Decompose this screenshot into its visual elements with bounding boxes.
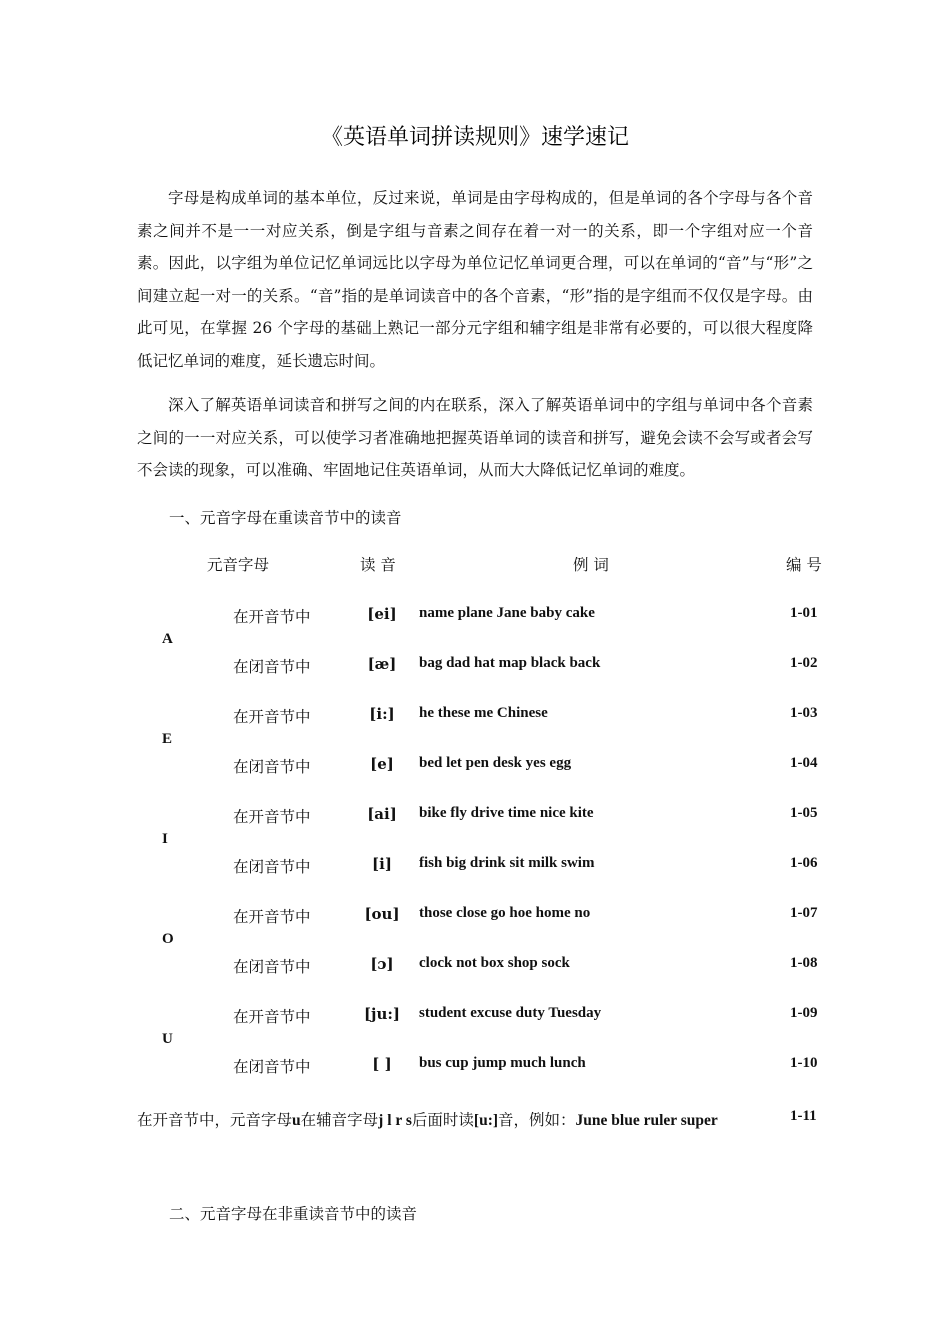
example-words: name plane Jane baby cake bbox=[419, 605, 595, 621]
phonetic-symbol: [ ] bbox=[372, 1055, 392, 1073]
rule-note bbox=[137, 1108, 718, 1130]
note-consonants: j l r s bbox=[378, 1112, 412, 1129]
entry-number: 1-05 bbox=[790, 805, 818, 821]
table-row bbox=[0, 655, 950, 685]
syllable-condition: 在开音节中 bbox=[233, 1008, 311, 1026]
example-words: clock not box shop sock bbox=[419, 955, 570, 971]
note-text: 在辅音字母 bbox=[300, 1111, 379, 1129]
phonetic-symbol: [ɔ] bbox=[370, 955, 394, 973]
phonetic-symbol: [ai] bbox=[367, 805, 397, 823]
column-header-example: 例 词 bbox=[573, 556, 609, 574]
column-header-letter: 元音字母 bbox=[207, 556, 270, 574]
entry-number: 1-07 bbox=[790, 905, 818, 921]
syllable-condition: 在闭音节中 bbox=[233, 758, 311, 776]
example-words: bag dad hat map black back bbox=[419, 655, 601, 671]
phonetic-symbol: [ei] bbox=[367, 605, 397, 623]
entry-number: 1-01 bbox=[790, 605, 818, 621]
table-row bbox=[0, 855, 950, 885]
note-text: 在开音节中，元音字母 bbox=[137, 1111, 293, 1129]
vowel-letter: E bbox=[162, 731, 173, 747]
note-text: 后面时读 bbox=[411, 1111, 474, 1129]
entry-number: 1-08 bbox=[790, 955, 818, 971]
column-header-sound: 读 音 bbox=[360, 556, 396, 574]
entry-number: 1-03 bbox=[790, 705, 818, 721]
note-example-words: June blue ruler super bbox=[575, 1112, 718, 1129]
vowel-letter: A bbox=[162, 631, 173, 647]
syllable-condition: 在闭音节中 bbox=[233, 858, 311, 876]
example-words: he these me Chinese bbox=[419, 705, 548, 721]
vowel-letter: I bbox=[162, 831, 168, 847]
syllable-condition: 在开音节中 bbox=[233, 808, 311, 826]
document-title: 《英语单词拼读规则》速学速记 bbox=[320, 125, 629, 150]
example-words: bus cup jump much lunch bbox=[419, 1055, 586, 1071]
syllable-condition: 在闭音节中 bbox=[233, 1058, 311, 1076]
entry-number: 1-04 bbox=[790, 755, 818, 771]
phonetic-symbol: [i:] bbox=[369, 705, 395, 723]
intro-paragraph-2: 深入了解英语单词读音和拼写之间的内在联系，深入了解英语单词中的字组与单词中各个音素之间的一一对应关系，可以使学习者准确地把握英语单词的读音和拼写，避免会读不会写或者会写不会读的现象，可以准确、牢固地记住英语单词，从而大大降低记忆单词的难度。 bbox=[137, 396, 813, 479]
example-words: bed let pen desk yes egg bbox=[419, 755, 572, 771]
table-row bbox=[0, 1005, 950, 1035]
example-words: those close go hoe home no bbox=[419, 905, 591, 921]
example-words: student excuse duty Tuesday bbox=[419, 1005, 602, 1021]
syllable-condition: 在开音节中 bbox=[233, 908, 311, 926]
entry-number: 1-02 bbox=[790, 655, 818, 671]
example-words: fish big drink sit milk swim bbox=[419, 855, 595, 871]
entry-number: 1-09 bbox=[790, 1005, 818, 1021]
phonetic-symbol: [ou] bbox=[364, 905, 400, 923]
phonetic-symbol: [i] bbox=[372, 855, 392, 873]
vowel-letter: U bbox=[162, 1031, 173, 1047]
phonetic-symbol: [æ] bbox=[367, 655, 397, 673]
entry-number: 1-06 bbox=[790, 855, 818, 871]
intro-paragraph-1: 字母是构成单词的基本单位，反过来说，单词是由字母构成的，但是单词的各个字母与各个音素之间并不是一一对应关系，倒是字组与音素之间存在着一对一的关系，即一个字组对应一个音素。因此，以字组为单位记忆单词远比以字母为单位记忆单词更合理，可以在单词的“音”与“形”之间建立起一对一的关系。“音”指的是单词读音中的各个音素，“形”指的是字组而不仅仅是字母。由此可见，在掌握 26 个字母的基础上熟记一部分元字组和辅字组是非常有必要的，可以很大程度降低记忆单词的难度，延长遗忘时间。 bbox=[137, 189, 813, 370]
entry-number: 1-11 bbox=[790, 1108, 817, 1124]
example-words: bike fly drive time nice kite bbox=[419, 805, 594, 821]
section-heading-1: 一、元音字母在重读音节中的读音 bbox=[169, 509, 402, 527]
syllable-condition: 在开音节中 bbox=[233, 708, 311, 726]
table-row bbox=[0, 955, 950, 985]
note-phonetic: [u:] bbox=[473, 1112, 499, 1129]
syllable-condition: 在闭音节中 bbox=[233, 958, 311, 976]
syllable-condition: 在开音节中 bbox=[233, 608, 311, 626]
note-vowel: u bbox=[292, 1112, 301, 1129]
table-row bbox=[0, 905, 950, 935]
note-text: 音，例如： bbox=[498, 1111, 576, 1129]
phonetic-symbol: [e] bbox=[370, 755, 394, 773]
table-row bbox=[0, 605, 950, 635]
entry-number: 1-10 bbox=[790, 1055, 818, 1071]
vowel-letter: O bbox=[162, 931, 174, 947]
column-header-number: 编 号 bbox=[786, 556, 822, 574]
syllable-condition: 在闭音节中 bbox=[233, 658, 311, 676]
table-row bbox=[0, 805, 950, 835]
table-row bbox=[0, 705, 950, 735]
table-row bbox=[0, 755, 950, 785]
table-row bbox=[0, 1055, 950, 1085]
phonetic-symbol: [ju:] bbox=[363, 1005, 401, 1023]
section-heading-2: 二、元音字母在非重读音节中的读音 bbox=[169, 1205, 418, 1223]
